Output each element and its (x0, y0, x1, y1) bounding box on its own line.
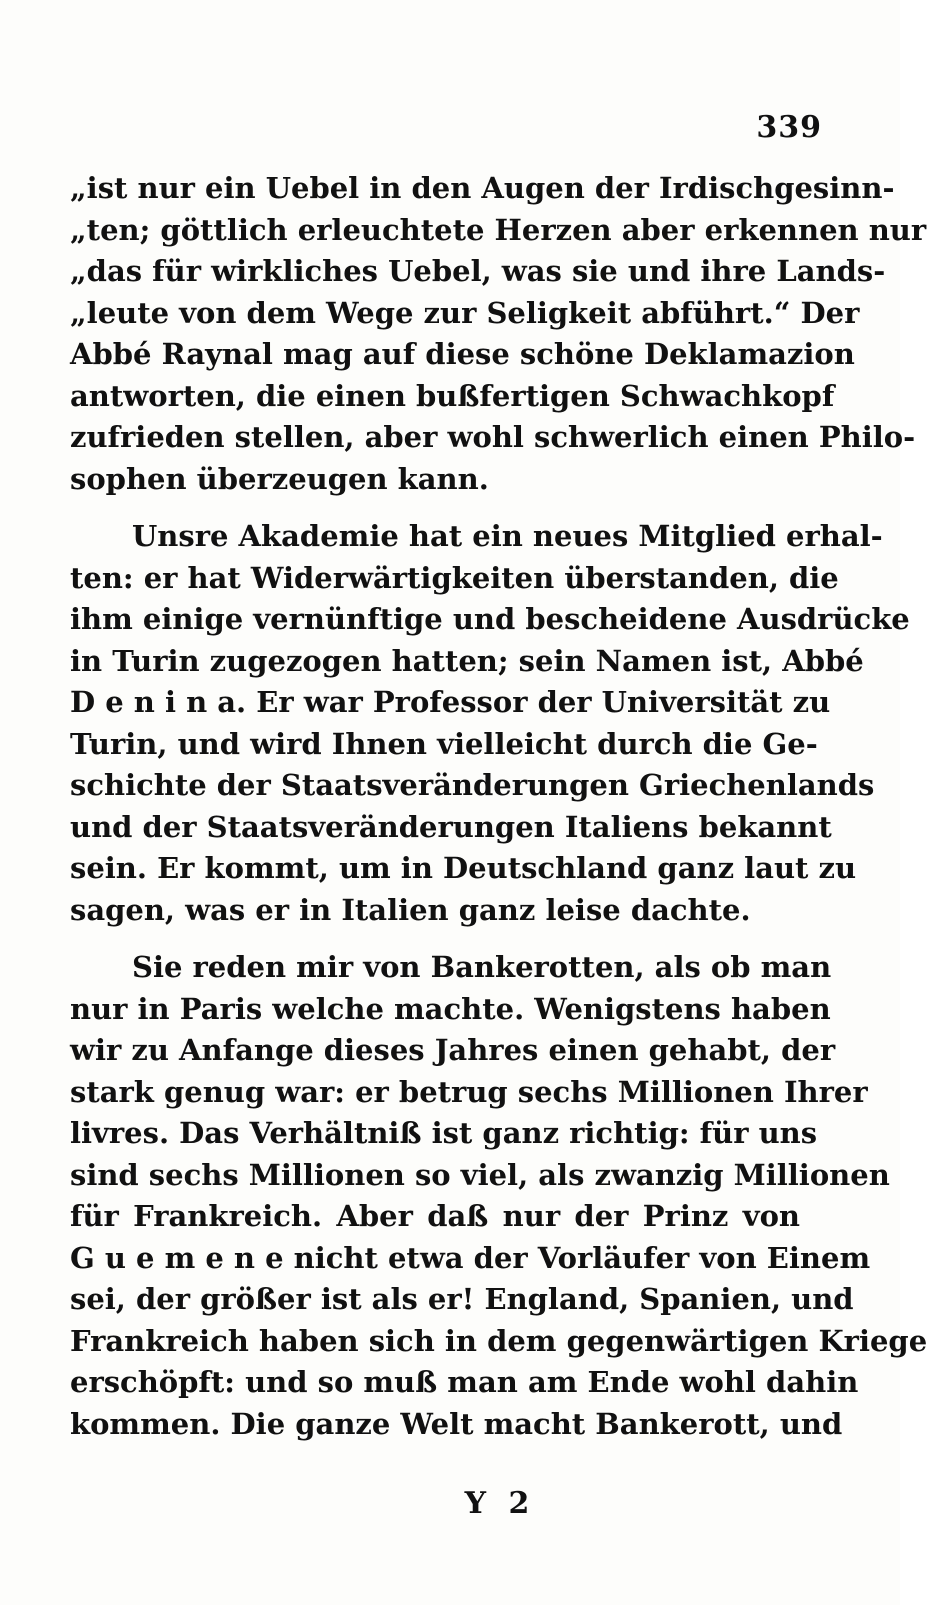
text-line: Turin, und wird Ihnen vielleicht durch die Ge- (70, 726, 818, 761)
text-line: wir zu Anfange dieses Jahres einen gehabt, der (70, 1033, 836, 1067)
text-line: für Frankreich. Aber daß nur der Prinz von (70, 1199, 800, 1233)
text-line: ihm einige vernünftige und bescheidene Ausdrücke (70, 602, 910, 636)
text-line: „leute von dem Wege zur Seligkeit abführt.“ Der (70, 295, 860, 330)
text-line: sei, der größer ist als er! England, Spanien, und (70, 1282, 854, 1316)
page-number: 339 (756, 110, 822, 145)
text-line: sagen, was er in Italien ganz leise dachte. (70, 892, 751, 927)
text-line: ten: er hat Widerwärtigkeiten überstanden, die (70, 560, 839, 595)
text-line: antworten, die einen bußfertigen Schwachkopf (70, 378, 835, 413)
text-line: zufrieden stellen, aber wohl schwerlich einen Philo- (70, 420, 916, 454)
text-line: „ten; göttlich erleuchtete Herzen aber erkennen nur (70, 212, 927, 247)
signature-mark: Y 2 (464, 1486, 536, 1521)
text-line: in Turin zugezogen hatten; sein Namen ist, Abbé (70, 643, 864, 678)
text-line: kommen. Die ganze Welt macht Bankerott, und (70, 1406, 843, 1441)
text-line: sein. Er kommt, um in Deutschland ganz laut zu (70, 851, 857, 885)
text-line: Frankreich haben sich in dem gegenwärtigen Kriege (70, 1323, 927, 1358)
text-line: Sie reden mir von Bankerotten, als ob man (132, 950, 832, 984)
text-line: G u e m e n e nicht etwa der Vorläufer von Einem (70, 1240, 871, 1275)
text-line: „das für wirkliches Uebel, was sie und ihre Lands- (70, 254, 886, 288)
text-line: D e n i n a. Er war Professor der Universität zu (70, 685, 831, 719)
text-line: schichte der Staatsveränderungen Griechenlands (70, 768, 875, 802)
body-text (70, 168, 927, 1461)
text-line: sind sechs Millionen so viel, als zwanzig Millionen (70, 1157, 890, 1192)
text-line: nur in Paris welche machte. Wenigstens haben (70, 991, 831, 1026)
text-line: und der Staatsveränderungen Italiens bekannt (70, 809, 832, 844)
text-line: „ist nur ein Uebel in den Augen der Irdischgesinn- (70, 171, 895, 205)
text-line: sophen überzeugen kann. (70, 461, 489, 496)
text-line: livres. Das Verhältniß ist ganz richtig: für uns (70, 1116, 818, 1150)
paragraph-3 (70, 947, 927, 1445)
paragraph-2 (70, 516, 910, 931)
paragraph-1 (70, 168, 927, 500)
text-line: stark genug war: er betrug sechs Millionen Ihrer (70, 1074, 868, 1109)
text-line: Unsre Akademie hat ein neues Mitglied erhal- (132, 519, 883, 553)
text-line: erschöpft: und so muß man am Ende wohl dahin (70, 1365, 859, 1399)
text-line: Abbé Raynal mag auf diese schöne Deklamazion (70, 337, 855, 371)
